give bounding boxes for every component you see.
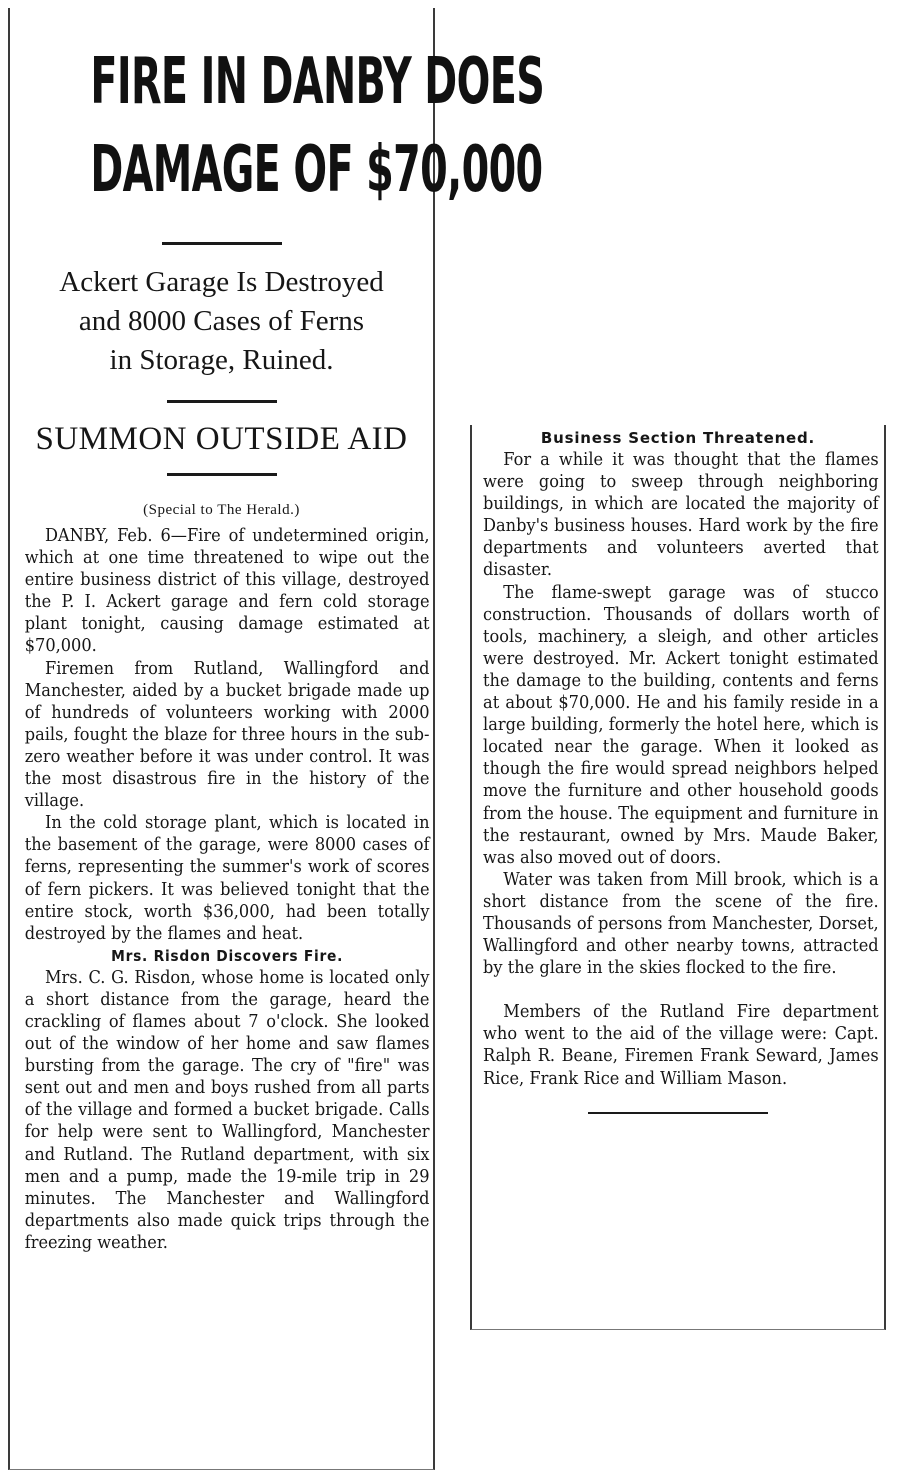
right-paragraph-3: Water was taken from Mill brook, which is a short distance from the scene of the fire. Thousands of persons from Manchester, Dorset, Wallingford and other nearby towns, attracted by the glare in the skies flocked to the fire.	[483, 869, 879, 979]
right-column	[470, 425, 886, 1330]
left-column	[8, 8, 545, 1470]
headline-line-1: FIRE IN DANBY DOES	[90, 45, 545, 119]
right-article-body	[472, 449, 884, 1090]
source-note: (Special to The Herald.)	[143, 502, 300, 518]
headline-rule	[162, 242, 282, 245]
paragraph-gap	[483, 979, 879, 1001]
right-paragraph-1: For a while it was thought that the flames were going to sweep through neighboring buildings, in which are located the majority of Danby's business houses. Hard work by the fire departments and volunteers averted that disaster.	[483, 450, 879, 581]
left-paragraph-3: In the cold storage plant, which is located in the basement of the garage, were 8000 cases of ferns, representing the summer's work of scores of fern pickers. It was believed tonight that the entire stock, worth $36,000, had been totally destroyed by the flames and heat.	[24, 813, 430, 944]
left-paragraph-4: Mrs. C. G. Risdon, whose home is located only a short distance from the garage, heard the crackling of flames about 7 o'clock. She looked out of the window of her home and saw flames bursting from the garage. The cry of "fire" was sent out and men and boys rushed from all parts of the village and formed a bucket brigade. Calls for help were sent to Wallingford, Manchester and Rutland. The Rutland department, with six men and a pump, made the 19-mile trip in 29 minutes. The Manchester and Wallingford departments also made quick trips through the freezing weather.	[24, 967, 430, 1253]
left-paragraph-1: DANBY, Feb. 6—Fire of undetermined origin, which at one time threatened to wipe out the entire business district of this village, destroyed the P. I. Ackert garage and fern cold storage plant tonight, causing damage estimated at $70,000.	[24, 526, 430, 657]
bar-headline-rule	[167, 473, 277, 476]
left-paragraph-2: Firemen from Rutland, Wallingford and Manchester, aided by a bucket brigade made up of hundreds of volunteers working with 2000 pails, fought the blaze for three hours in the sub-zero weather before it was under control. It was the most disastrous fire in the history of the village.	[24, 658, 430, 812]
right-paragraph-4: Members of the Rutland Fire department who went to the aid of the village were: Capt. Ralph R. Beane, Firemen Frank Seward, James Rice, Frank Rice and William Mason.	[483, 1002, 879, 1089]
end-rule	[588, 1112, 768, 1115]
bar-headline: SUMMON OUTSIDE AID	[35, 421, 408, 457]
subheadline-line-2: and 8000 Cases of Ferns	[78, 305, 365, 337]
right-paragraph-2: The flame-swept garage was of stucco construction. Thousands of dollars worth of tools, machinery, a sleigh, and other articles were destroyed. Mr. Ackert tonight estimated the damage to the building, contents and ferns at about $70,000. He and his family reside in a large building, formerly the hotel here, which is located near the garage. When it looked as though the fire would spread neighbors helped move the furniture and other household goods from the house. The equipment and furniture in the restaurant, owned by Mrs. Maude Baker, was also moved out of doors.	[483, 582, 879, 868]
left-article-body	[10, 525, 437, 1254]
subheadline-rule	[167, 400, 277, 403]
subheadline-line-3: in Storage, Ruined.	[109, 344, 334, 376]
left-subhead: Mrs. Risdon Discovers Fire.	[111, 946, 344, 965]
headline-line-2: DAMAGE OF $70,000	[90, 133, 543, 207]
subheadline-line-1: Ackert Garage Is Destroyed	[59, 266, 384, 298]
right-subhead: Business Section Threatened.	[540, 429, 816, 447]
